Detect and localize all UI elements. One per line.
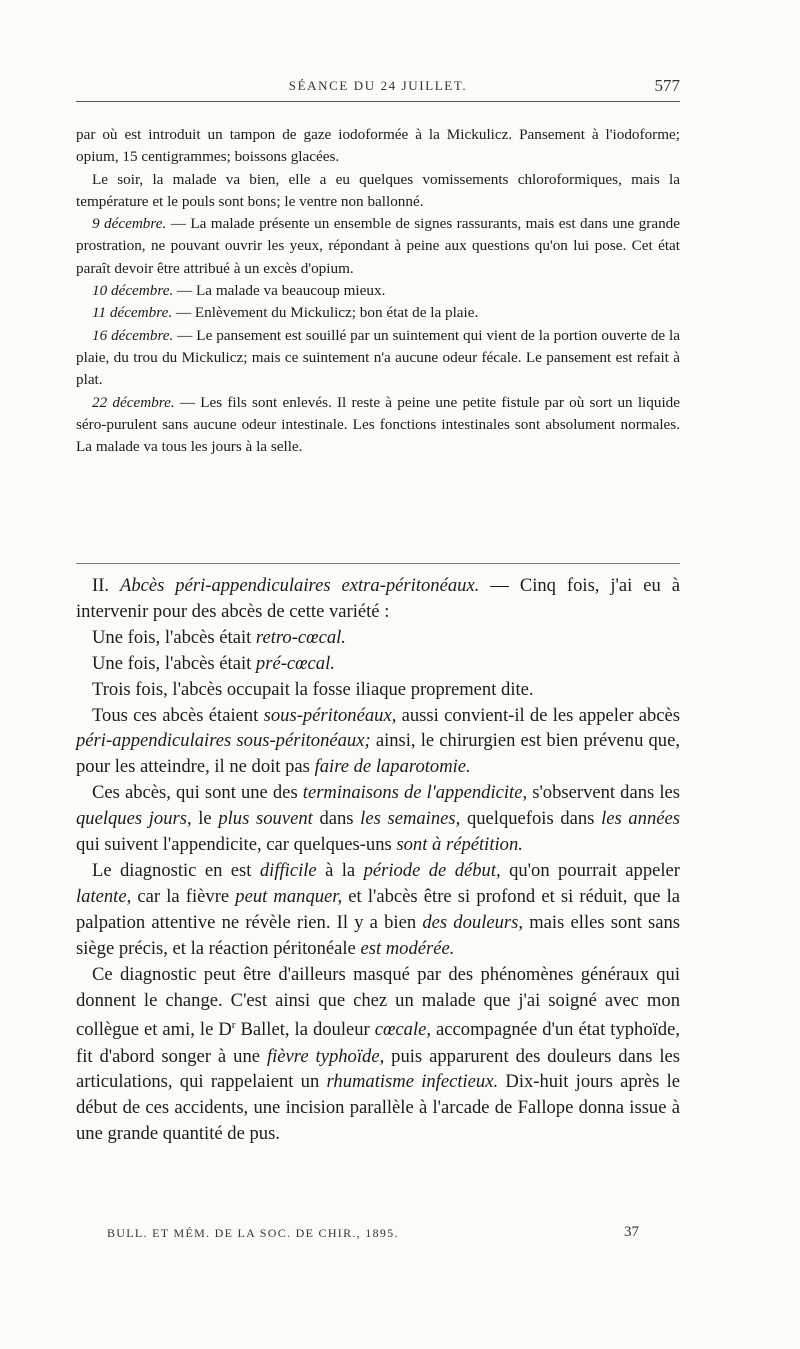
case-paragraph: par où est introduit un tampon de gaze iodoformée à la Mickulicz. Pansement à l'iodoforme; opium, 15 centigrammes; boissons glacées. <box>76 126 680 166</box>
case-paragraph: 22 décembre. — Les fils sont enlevés. Il reste à peine une petite fistule par où sort un liquide séro-purulent sans aucune odeur intestinale. Les fonctions intestinales sont absolument normales. La malade va tous les jours à la selle. <box>76 393 681 456</box>
case-paragraph: 10 décembre. — La malade va beaucoup mieux. <box>92 282 386 300</box>
case-paragraph: Le soir, la malade va bien, elle a eu quelques vomissements chloroformiques, mais la température et le pouls sont bons; le ventre non ballonné. <box>76 170 680 210</box>
journal-reference: BULL. ET MÉM. DE LA SOC. DE CHIR., 1895. <box>107 1226 399 1240</box>
case-notes <box>76 124 680 458</box>
body-paragraph: Tous ces abcès étaient sous-péritonéaux, aussi convient-il de les appeler abcès péri-appendiculaires sous-péritonéaux; ainsi, le chirurgien est bien prévenu que, pour les atteindre, il ne doit pas faire de laparotomie. <box>76 704 681 778</box>
body-paragraph: Ces abcès, qui sont une des terminaisons de l'appendicite, s'observent dans les quelques jours, le plus souvent dans les semaines, quelquefois dans les années qui suivent l'appendicite, car quelques-uns sont à répétition. <box>76 782 681 856</box>
header-rule <box>76 101 680 102</box>
body-paragraph: Une fois, l'abcès était pré-cœcal. <box>92 652 335 674</box>
signature-mark: 37 <box>624 1224 639 1240</box>
body-paragraph: Ce diagnostic peut être d'ailleurs masqué par des phénomènes généraux qui donnent le change. C'est ainsi que chez un malade que j'ai soigné avec mon collègue et ami, le $D^r$ Ballet, la douleur cœcale, accompagnée d'un état typhoïde, fit d'abord songer à une fièvre typhoïde, puis apparurent des douleurs dans les articulations, qui rappelaient un rhumatisme infectieux. Dix-huit jours après le début de ces accidents, une incision parallèle à l'arcade de Fallope donna issue à une grande quantité de pus. <box>76 963 680 1145</box>
body-paragraph: Le diagnostic en est difficile à la période de début, qu'on pourrait appeler latente, car la fièvre peut manquer, et l'abcès être si profond et si réduit, que la palpation attentive ne révèle rien. Il y a bien des douleurs, mais elles sont sans siège précis, et la réaction péritonéale est modérée. <box>76 859 681 959</box>
page-footer <box>107 1226 675 1246</box>
section-heading-paragraph: II. Abcès péri-appendiculaires extra-péritonéaux. — Cinq fois, j'ai eu à intervenir pour des abcès de cette variété : <box>76 575 680 622</box>
running-title: SÉANCE DU 24 JUILLET. <box>288 78 468 93</box>
section-divider <box>76 563 680 564</box>
section-body <box>76 573 680 1147</box>
case-paragraph: 9 décembre. — La malade présente un ensemble de signes rassurants, mais est dans une grande prostration, ne pouvant ouvrir les yeux, répondant à peine aux questions qu'on lui pose. Cet état paraît devoir être attribué à un excès d'opium. <box>76 215 680 277</box>
date-label: 22 décembre. <box>92 393 175 411</box>
date-label: 10 décembre. <box>92 282 174 300</box>
date-label: 16 décembre. <box>92 326 174 344</box>
date-label: 9 décembre. <box>92 215 167 233</box>
body-paragraph: Trois fois, l'abcès occupait la fosse iliaque proprement dite. <box>92 678 534 700</box>
section-heading: Abcès péri-appendiculaires extra-péritonéaux. <box>119 575 480 596</box>
date-label: 11 décembre. <box>92 304 173 322</box>
body-paragraph: Une fois, l'abcès était retro-cœcal. <box>92 626 346 648</box>
case-paragraph: 16 décembre. — Le pansement est souillé par un suintement qui vient de la portion ouverte de la plaie, du trou du Mickulicz; mais ce suintement n'a aucune odeur fécale. Le pansement est refait à plat. <box>76 326 680 389</box>
running-header <box>76 78 680 100</box>
page-number: 577 <box>654 76 680 95</box>
case-paragraph: 11 décembre. — Enlèvement du Mickulicz; bon état de la plaie. <box>92 304 479 322</box>
